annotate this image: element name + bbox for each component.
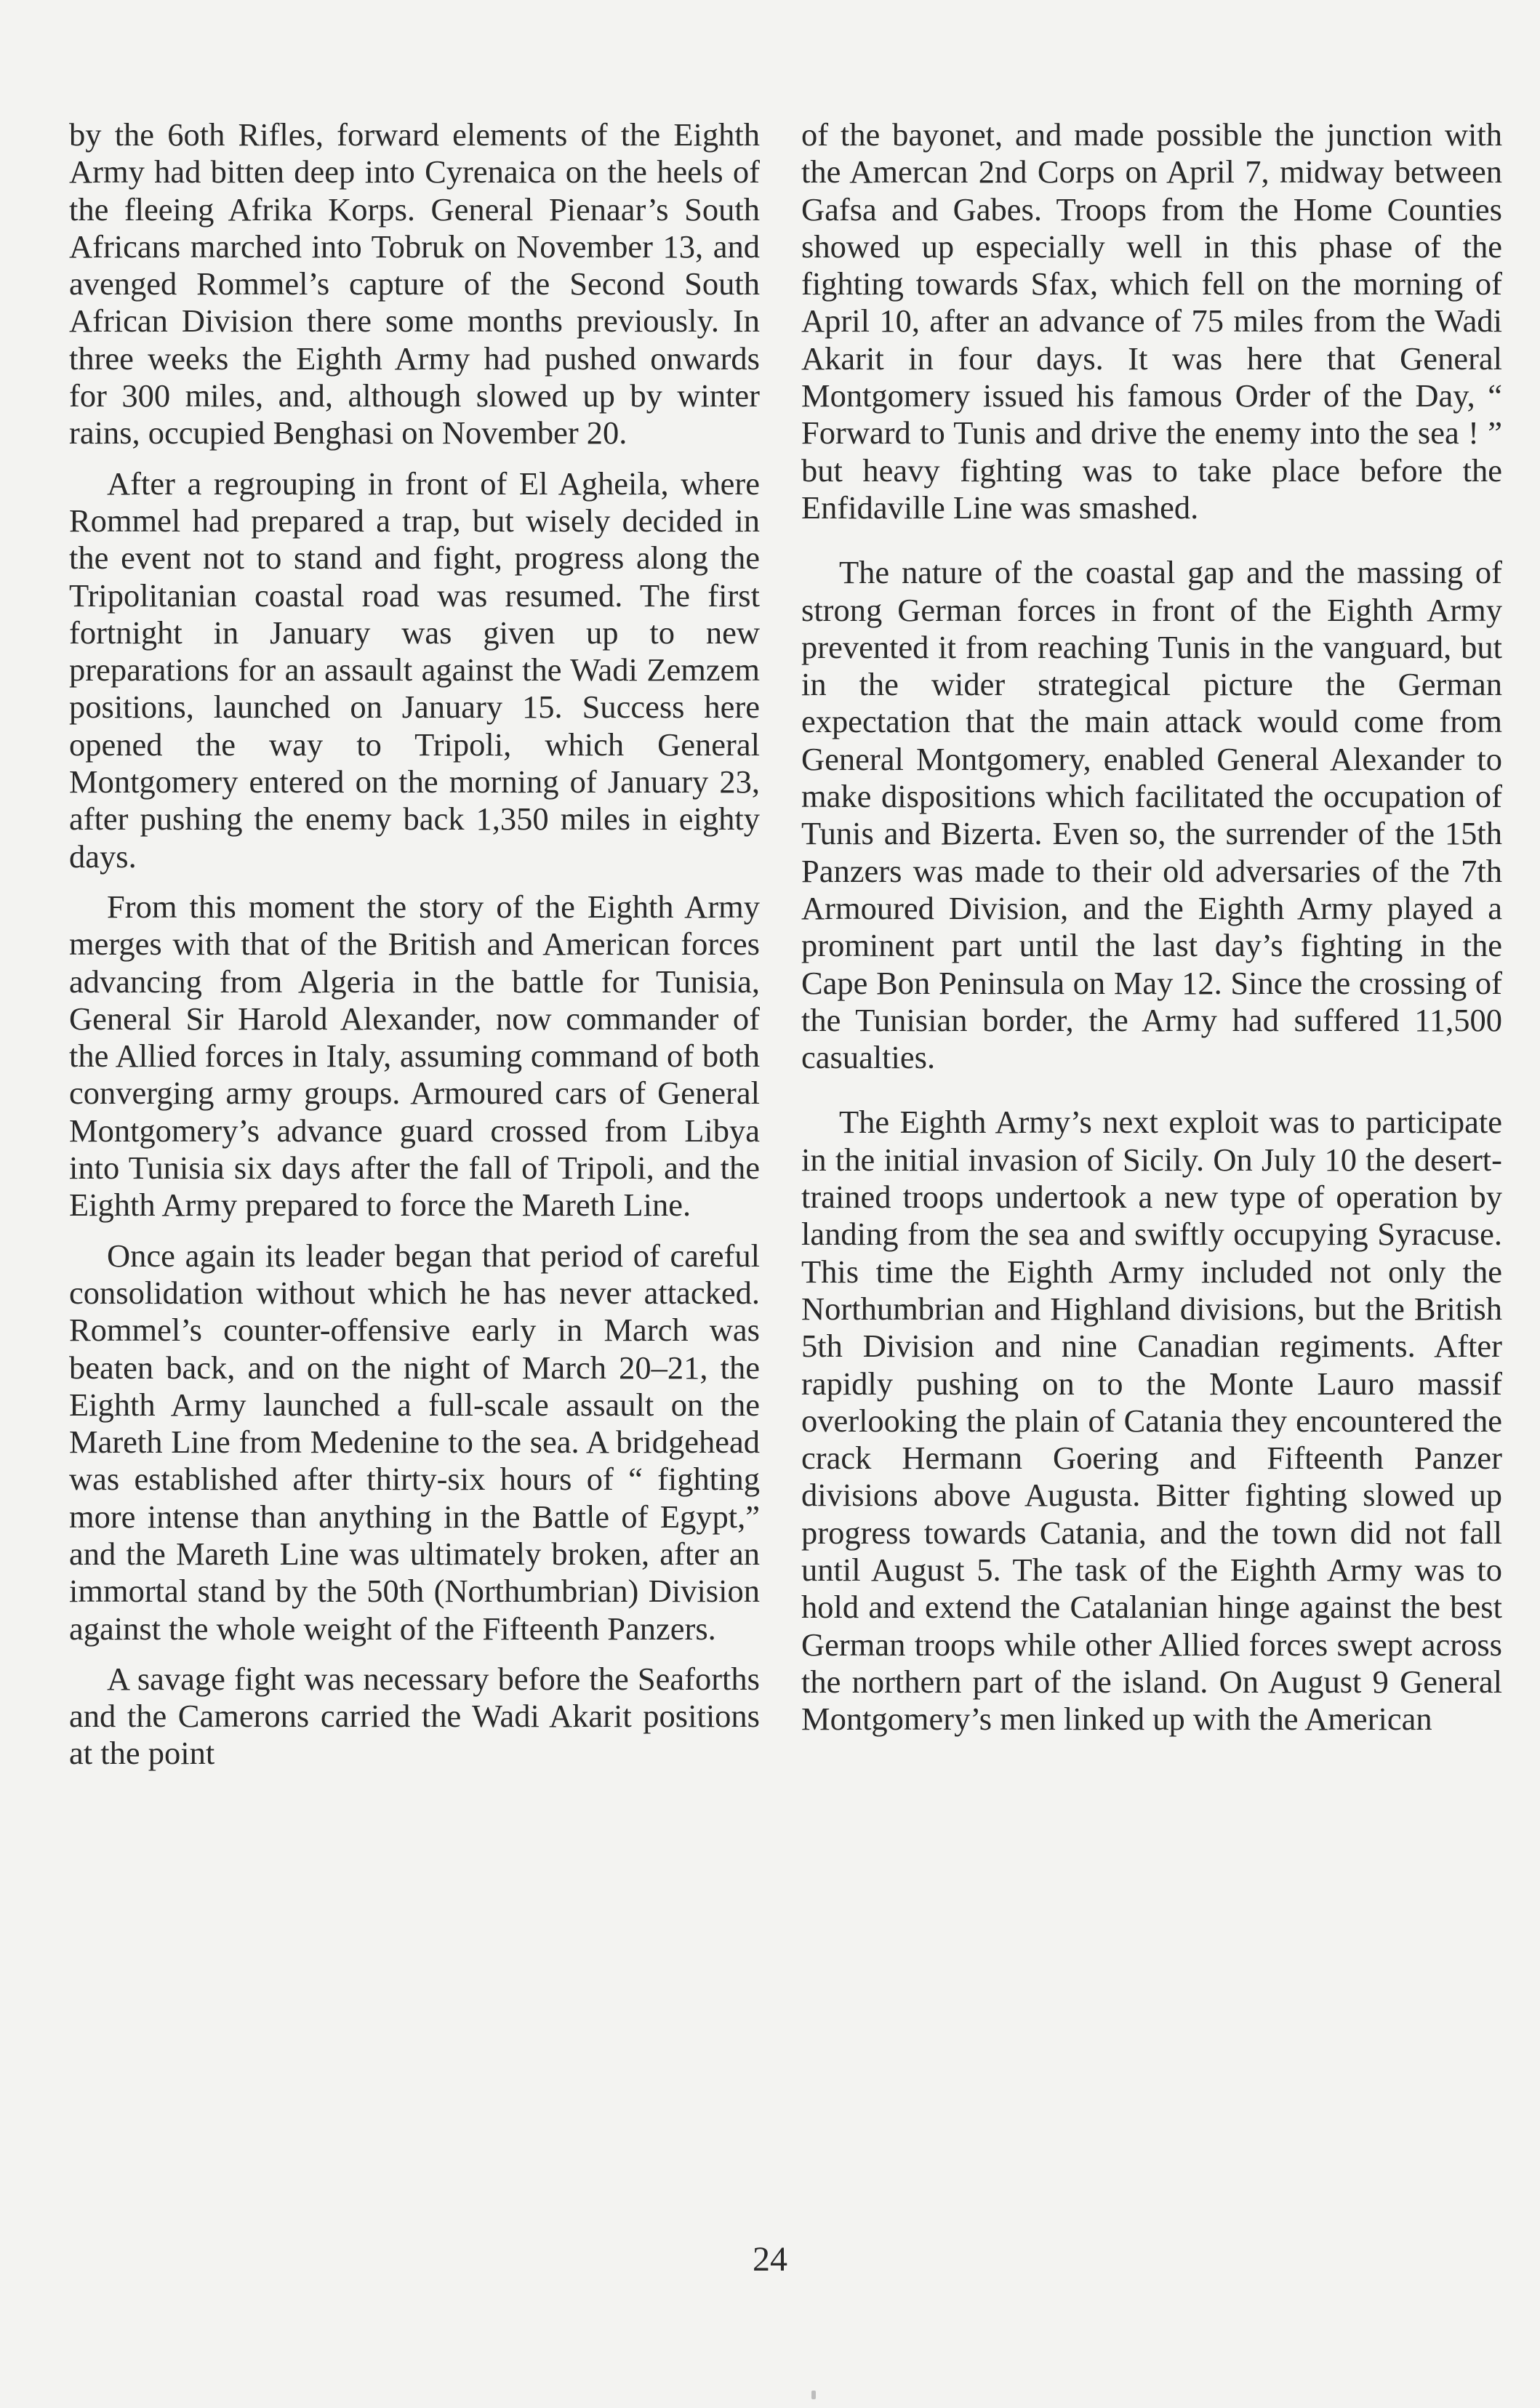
paragraph-left-1: by the 6oth Rifles, forward elements of the Eighth Army had bitten deep into Cyrenaica on the heels of the fleeing Afrika Korps. General Pienaar’s South Africans marched into Tobruk on November 13, and avenged Rommel’s capture of the Second South African Division there some months previously. In three weeks the Eighth Army had pushed onwards for 300 miles, and, although slowed up by winter rains, occupied Benghasi on November 20. bbox=[69, 116, 760, 452]
paper-speck bbox=[811, 2391, 816, 2399]
paragraph-left-5: A savage fight was necessary before the Seaforths and the Camerons carried the Wadi Akarit positions at the point bbox=[69, 1660, 760, 1772]
paragraph-left-3: From this moment the story of the Eighth Army merges with that of the British and American forces advancing from Algeria in the battle for Tunisia, General Sir Harold Alexander, now commander of the Allied forces in Italy, assuming command of both converging army groups. Armoured cars of General Montgomery’s advance guard crossed from Libya into Tunisia six days after the fall of Tripoli, and the Eighth Army prepared to force the Mareth Line. bbox=[69, 888, 760, 1224]
left-text-column bbox=[69, 116, 760, 1786]
right-text-column bbox=[801, 116, 1502, 1751]
paragraph-left-4: Once again its leader began that period of careful consolidation without which he has never attacked. Rommel’s counter-offensive early in March was beaten back, and on the night of March 20–21, the Eighth Army launched a full-scale assault on the Mareth Line from Medenine to the sea. A bridgehead was established after thirty-six hours of “ fighting more intense than anything in the Battle of Egypt,” and the Mareth Line was ultimately broken, after an immortal stand by the 50th (Northumbrian) Division against the whole weight of the Fifteenth Panzers. bbox=[69, 1237, 760, 1647]
paragraph-left-2: After a regrouping in front of El Agheila, where Rommel had prepared a trap, but wisely decided in the event not to stand and fight, progress along the Tripolitanian coastal road was resumed. The first fortnight in January was given up to new preparations for an assault against the Wadi Zemzem positions, launched on January 15. Success here opened the way to Tripoli, which General Montgomery entered on the morning of January 23, after pushing the enemy back 1,350 miles in eighty days. bbox=[69, 465, 760, 875]
paragraph-right-2: The nature of the coastal gap and the massing of strong German forces in front of the Eighth Army prevented it from reaching Tunis in the vanguard, but in the wider strategical picture the German expectation that the main attack would come from General Montgomery, enabled General Alexander to make dispositions which facilitated the occupation of Tunis and Bizerta. Even so, the surrender of the 15th Panzers was made to their old adversaries of the 7th Armoured Division, and the Eighth Army played a prominent part until the last day’s fighting in the Cape Bon Peninsula on May 12. Since the crossing of the Tunisian border, the Army had suffered 11,500 casualties. bbox=[801, 554, 1502, 1076]
page-number: 24 bbox=[753, 2240, 787, 2279]
paragraph-right-1: of the bayonet, and made possible the junction with the Amercan 2nd Corps on April 7, midway between Gafsa and Gabes. Troops from the Home Counties showed up especially well in this phase of the fighting towards Sfax, which fell on the morning of April 10, after an advance of 75 miles from the Wadi Akarit in four days. It was here that General Montgomery issued his famous Order of the Day, “ Forward to Tunis and drive the enemy into the sea ! ” but heavy fighting was to take place before the Enfidaville Line was smashed. bbox=[801, 116, 1502, 526]
paragraph-right-3: The Eighth Army’s next exploit was to participate in the initial invasion of Sicily. On July 10 the desert-trained troops undertook a new type of operation by landing from the sea and swiftly occupying Syracuse. This time the Eighth Army included not only the Northumbrian and Highland divisions, but the British 5th Division and nine Canadian regiments. After rapidly pushing on to the Monte Lauro massif overlooking the plain of Catania they encountered the crack Hermann Goering and Fifteenth Panzer divisions above Augusta. Bitter fighting slowed up progress towards Catania, and the town did not fall until August 5. The task of the Eighth Army was to hold and extend the Catalanian hinge against the best German troops while other Allied forces swept across the northern part of the island. On August 9 General Montgomery’s men linked up with the American bbox=[801, 1104, 1502, 1738]
